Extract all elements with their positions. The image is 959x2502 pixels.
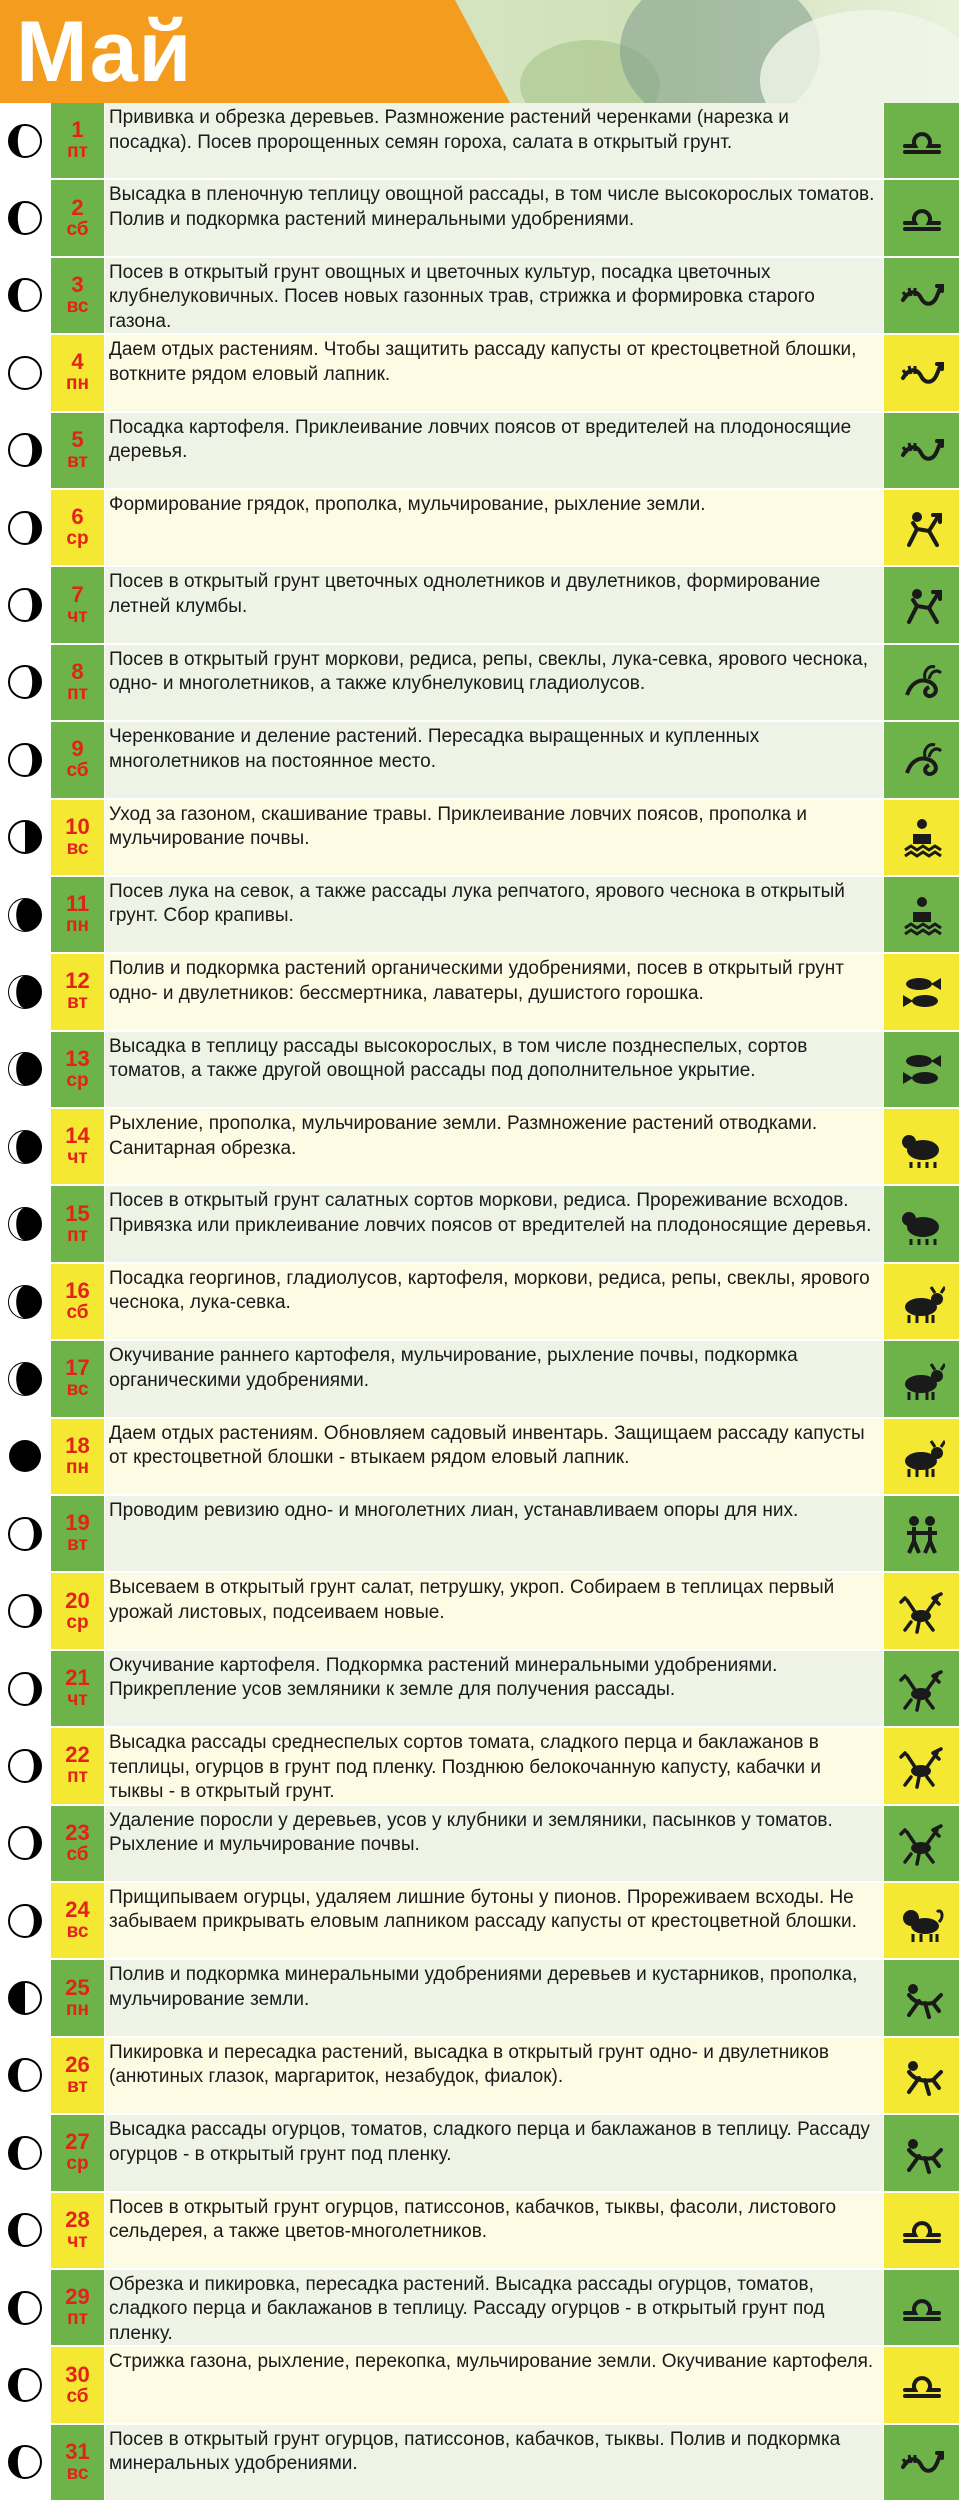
moon-phase-icon <box>0 1806 50 1881</box>
leo-icon <box>884 1883 959 1958</box>
date-cell <box>51 1883 104 1958</box>
moon-phase-icon <box>0 1883 50 1958</box>
moon-phase-icon <box>0 180 50 255</box>
day-number: 25 <box>65 1974 90 2000</box>
calendar-row <box>0 1341 959 1418</box>
day-number: 1 <box>71 117 84 143</box>
weekday: вс <box>66 1379 89 1401</box>
taurus-icon <box>884 1419 959 1494</box>
calendar-row <box>0 1960 959 2037</box>
pisces-icon <box>884 1032 959 1107</box>
libra-icon <box>884 2193 959 2268</box>
task-text: Удаление поросли у деревьев, усов у клубники и земляники, пасынков у томатов. Рыхление и мульчирование почвы. <box>105 1806 883 1881</box>
date-cell <box>51 800 104 875</box>
aries-icon <box>884 1186 959 1261</box>
day-number: 26 <box>65 2051 90 2077</box>
date-cell <box>51 1806 104 1881</box>
weekday: пт <box>67 141 88 163</box>
date-cell <box>51 2347 104 2422</box>
weekday: вт <box>67 1534 88 1556</box>
task-text: Даем отдых растениям. Обновляем садовый инвентарь. Защищаем рассаду капусты от крестоцветной блошки - втыкаем рядом еловый лапник. <box>105 1419 883 1494</box>
calendar-row <box>0 1496 959 1573</box>
date-cell <box>51 335 104 410</box>
day-number: 16 <box>65 1278 90 1304</box>
day-number: 15 <box>65 1200 90 1226</box>
moon-phase-icon <box>0 2115 50 2190</box>
day-number: 19 <box>65 1510 90 1536</box>
day-number: 18 <box>65 1432 90 1458</box>
task-text: Посев в открытый грунт моркови, редиса, репы, свеклы, лука-севка, ярового чеснока, одно- и многолетников, а также клубнелуковиц гладиолусов. <box>105 645 883 720</box>
calendar-row <box>0 1883 959 1960</box>
libra-icon <box>884 2347 959 2422</box>
header-banner <box>0 0 959 103</box>
calendar-row <box>0 1264 959 1341</box>
day-number: 12 <box>65 968 90 994</box>
day-number: 27 <box>65 2129 90 2155</box>
moon-phase-icon <box>0 567 50 642</box>
weekday: вс <box>66 837 89 859</box>
date-cell <box>51 1496 104 1571</box>
date-cell <box>51 954 104 1029</box>
moon-phase-icon <box>0 1651 50 1726</box>
date-cell <box>51 2425 104 2500</box>
moon-phase-icon <box>0 2038 50 2113</box>
weekday: пн <box>66 915 89 937</box>
date-cell <box>51 645 104 720</box>
day-number: 10 <box>65 813 90 839</box>
weekday: чт <box>67 1147 88 1169</box>
aquarius-icon <box>884 800 959 875</box>
calendar-list <box>0 103 959 2502</box>
day-number: 11 <box>65 891 90 917</box>
moon-phase-icon <box>0 1032 50 1107</box>
date-cell <box>51 180 104 255</box>
day-number: 20 <box>65 1587 90 1613</box>
moon-phase-icon <box>0 1573 50 1648</box>
taurus-icon <box>884 1341 959 1416</box>
date-cell <box>51 877 104 952</box>
calendar-row <box>0 2115 959 2192</box>
aquarius-icon <box>884 877 959 952</box>
date-cell <box>51 2038 104 2113</box>
cancer-icon <box>884 1728 959 1803</box>
task-text: Полив и подкормка минеральными удобрениями деревьев и кустарников, прополка, мульчирование земли. <box>105 1960 883 2035</box>
virgo-icon <box>884 2115 959 2190</box>
calendar-row <box>0 103 959 180</box>
weekday: сб <box>66 1843 89 1865</box>
weekday: пт <box>67 1766 88 1788</box>
libra-icon <box>884 2270 959 2345</box>
weekday: вт <box>67 450 88 472</box>
aries-icon <box>884 1109 959 1184</box>
weekday: вс <box>66 1921 89 1943</box>
task-text: Посев в открытый грунт огурцов, патиссонов, кабачков, тыквы. Полив и подкормка минеральных удобрениями. <box>105 2425 883 2500</box>
calendar-row <box>0 722 959 799</box>
weekday: вт <box>67 2075 88 2097</box>
calendar-row <box>0 567 959 644</box>
weekday: ср <box>66 1611 89 1633</box>
moon-phase-icon <box>0 1496 50 1571</box>
task-text: Посев лука на севок, а также рассады лука репчатого, ярового чеснока в открытый грунт. Сбор крапивы. <box>105 877 883 952</box>
moon-phase-icon <box>0 103 50 178</box>
date-cell <box>51 567 104 642</box>
weekday: вс <box>66 2462 89 2484</box>
day-number: 22 <box>65 1742 90 1768</box>
date-cell <box>51 1109 104 1184</box>
date-cell <box>51 103 104 178</box>
day-number: 17 <box>65 1355 90 1381</box>
task-text: Высадка рассады среднеспелых сортов томата, сладкого перца и баклажанов в теплицы, огурцов в грунт под пленку. Позднюю белокочанную капусту, кабачки и тыквы - в открытый грунт. <box>105 1728 883 1803</box>
moon-phase-icon <box>0 1186 50 1261</box>
date-cell <box>51 1651 104 1726</box>
calendar-row <box>0 180 959 257</box>
moon-phase-icon <box>0 335 50 410</box>
libra-icon <box>884 103 959 178</box>
weekday: пт <box>67 682 88 704</box>
weekday: вс <box>66 295 89 317</box>
cancer-icon <box>884 1573 959 1648</box>
gemini-icon <box>884 1496 959 1571</box>
task-text: Даем отдых растениям. Чтобы защитить рассаду капусты от крестоцветной блошки, воткните рядом еловый лапник. <box>105 335 883 410</box>
moon-phase-icon <box>0 490 50 565</box>
virgo-icon <box>884 2038 959 2113</box>
scorpio-icon <box>884 258 959 333</box>
task-text: Посев в открытый грунт цветочных однолетников и двулетников, формирование летней клумбы. <box>105 567 883 642</box>
day-number: 28 <box>65 2206 90 2232</box>
task-text: Проводим ревизию одно- и многолетних лиан, устанавливаем опоры для них. <box>105 1496 883 1571</box>
page-title: Май <box>16 4 193 100</box>
task-text: Прививка и обрезка деревьев. Размножение растений черенками (нарезка и посадка). Посев пророщенных семян гороха, салата в открытый грунт. <box>105 103 883 178</box>
calendar-row <box>0 2193 959 2270</box>
weekday: сб <box>66 760 89 782</box>
task-text: Пикировка и пересадка растений, высадка в открытый грунт одно- и двулетников (анютиных глазок, маргариток, незабудок, фиалок). <box>105 2038 883 2113</box>
moon-phase-icon <box>0 877 50 952</box>
task-text: Уход за газоном, скашивание травы. Приклеивание ловчих поясов, прополка и мульчирование почвы. <box>105 800 883 875</box>
date-cell <box>51 1264 104 1339</box>
calendar-row <box>0 954 959 1031</box>
calendar-row <box>0 413 959 490</box>
moon-phase-icon <box>0 1264 50 1339</box>
moon-phase-icon <box>0 722 50 797</box>
moon-phase-icon <box>0 2347 50 2422</box>
task-text: Высадка в пленочную теплицу овощной рассады, в том числе высокорослых томатов. Полив и подкормка растений минеральными удобрениями. <box>105 180 883 255</box>
scorpio-icon <box>884 413 959 488</box>
task-text: Посадка картофеля. Приклеивание ловчих поясов от вредителей на плодоносящие деревья. <box>105 413 883 488</box>
date-cell <box>51 1186 104 1261</box>
task-text: Высеваем в открытый грунт салат, петрушку, укроп. Собираем в теплицах первый урожай листовых, подсеиваем новые. <box>105 1573 883 1648</box>
moon-phase-icon <box>0 800 50 875</box>
calendar-row <box>0 877 959 954</box>
weekday: ср <box>66 1069 89 1091</box>
calendar-row <box>0 2038 959 2115</box>
capricorn-icon <box>884 645 959 720</box>
weekday: ср <box>66 2153 89 2175</box>
date-cell <box>51 2193 104 2268</box>
moon-phase-icon <box>0 2425 50 2500</box>
calendar-row <box>0 1806 959 1883</box>
moon-phase-icon <box>0 954 50 1029</box>
day-number: 31 <box>65 2438 90 2464</box>
weekday: сб <box>66 2385 89 2407</box>
sagittarius-icon <box>884 567 959 642</box>
date-cell <box>51 1728 104 1803</box>
calendar-row <box>0 1186 959 1263</box>
date-cell <box>51 1032 104 1107</box>
day-number: 14 <box>65 1123 90 1149</box>
task-text: Обрезка и пикировка, пересадка растений. Высадка рассады огурцов, томатов, сладкого перца и баклажанов в теплицу. Рассаду огурцов - в открытый грунт под пленку. <box>105 2270 883 2345</box>
date-cell <box>51 258 104 333</box>
weekday: вт <box>67 992 88 1014</box>
capricorn-icon <box>884 722 959 797</box>
moon-phase-icon <box>0 1109 50 1184</box>
pisces-icon <box>884 954 959 1029</box>
weekday: пн <box>66 1998 89 2020</box>
task-text: Посев в открытый грунт овощных и цветочных культур, посадка цветочных клубнелуковичных. Посев новых газонных трав, стрижка и формировка старого газона. <box>105 258 883 333</box>
day-number: 5 <box>71 426 84 452</box>
calendar-row <box>0 800 959 877</box>
calendar-row <box>0 645 959 722</box>
task-text: Стрижка газона, рыхление, перекопка, мульчирование земли. Окучивание картофеля. <box>105 2347 883 2422</box>
date-cell <box>51 2270 104 2345</box>
moon-phase-icon <box>0 645 50 720</box>
moon-phase-icon <box>0 1960 50 2035</box>
calendar-row <box>0 2347 959 2424</box>
calendar-row <box>0 1651 959 1728</box>
task-text: Окучивание картофеля. Подкормка растений минеральными удобрениями. Прикрепление усов земляники к земле для получения рассады. <box>105 1651 883 1726</box>
cancer-icon <box>884 1806 959 1881</box>
day-number: 7 <box>71 581 84 607</box>
taurus-icon <box>884 1264 959 1339</box>
weekday: пн <box>66 1456 89 1478</box>
date-cell <box>51 1960 104 2035</box>
weekday: сб <box>66 218 89 240</box>
weekday: ср <box>66 528 89 550</box>
task-text: Прищипываем огурцы, удаляем лишние бутоны у пионов. Прореживаем всходы. Не забываем прикрывать еловым лапником рассаду капусты от крестоцветной блошки. <box>105 1883 883 1958</box>
task-text: Высадка рассады огурцов, томатов, сладкого перца и баклажанов в теплицу. Рассаду огурцов - в открытый грунт под пленку. <box>105 2115 883 2190</box>
task-text: Полив и подкормка растений органическими удобрениями, посев в открытый грунт одно- и двулетников: бессмертника, лаватеры, душистого горошка. <box>105 954 883 1029</box>
moon-phase-icon <box>0 413 50 488</box>
day-number: 4 <box>71 349 84 375</box>
task-text: Формирование грядок, прополка, мульчирование, рыхление земли. <box>105 490 883 565</box>
calendar-row <box>0 258 959 335</box>
moon-phase-icon <box>0 2270 50 2345</box>
date-cell <box>51 2115 104 2190</box>
day-number: 23 <box>65 1819 90 1845</box>
task-text: Посадка георгинов, гладиолусов, картофеля, моркови, редиса, репы, свеклы, ярового чеснока, лука-севка. <box>105 1264 883 1339</box>
date-cell <box>51 490 104 565</box>
task-text: Черенкование и деление растений. Пересадка выращенных и купленных многолетников на постоянное место. <box>105 722 883 797</box>
task-text: Посев в открытый грунт салатных сортов моркови, редиса. Прореживание всходов. Привязка или приклеивание ловчих поясов от вредителей на плодоносящие деревья. <box>105 1186 883 1261</box>
day-number: 21 <box>65 1665 90 1690</box>
date-cell <box>51 722 104 797</box>
day-number: 9 <box>71 736 84 762</box>
calendar-row <box>0 1728 959 1805</box>
date-cell <box>51 1573 104 1648</box>
weekday: чт <box>67 605 88 627</box>
moon-phase-icon <box>0 2193 50 2268</box>
calendar-row <box>0 2425 959 2502</box>
day-number: 29 <box>65 2284 90 2310</box>
moon-phase-icon <box>0 258 50 333</box>
calendar-row <box>0 2270 959 2347</box>
weekday: чт <box>67 1689 88 1710</box>
sagittarius-icon <box>884 490 959 565</box>
calendar-row <box>0 490 959 567</box>
moon-phase-icon <box>0 1728 50 1803</box>
moon-phase-icon <box>0 1419 50 1494</box>
calendar-row <box>0 1032 959 1109</box>
weekday: пт <box>67 2308 88 2330</box>
date-cell <box>51 1341 104 1416</box>
task-text: Посев в открытый грунт огурцов, патиссонов, кабачков, тыквы, фасоли, листового сельдерея, а также цветов-многолетников. <box>105 2193 883 2268</box>
moon-phase-icon <box>0 1341 50 1416</box>
calendar-row <box>0 1419 959 1496</box>
task-text: Высадка в теплицу рассады высокорослых, в том числе позднеспелых, сортов томатов, а также другой овощной рассады под дополнительное укрытие. <box>105 1032 883 1107</box>
weekday: сб <box>66 1302 89 1324</box>
day-number: 6 <box>71 504 84 530</box>
libra-icon <box>884 180 959 255</box>
date-cell <box>51 413 104 488</box>
weekday: пт <box>67 1224 88 1246</box>
calendar-row <box>0 1109 959 1186</box>
scorpio-icon <box>884 2425 959 2500</box>
virgo-icon <box>884 1960 959 2035</box>
day-number: 13 <box>65 1045 90 1071</box>
day-number: 3 <box>71 271 84 297</box>
cancer-icon <box>884 1651 959 1726</box>
weekday: пн <box>66 373 89 395</box>
calendar-row <box>0 1573 959 1650</box>
weekday: чт <box>67 2230 88 2252</box>
calendar-row <box>0 335 959 412</box>
day-number: 30 <box>65 2361 90 2387</box>
date-cell <box>51 1419 104 1494</box>
task-text: Рыхление, прополка, мульчирование земли. Размножение растений отводками. Санитарная обрезка. <box>105 1109 883 1184</box>
task-text: Окучивание раннего картофеля, мульчирование, рыхление почвы, подкормка органическими удобрениями. <box>105 1341 883 1416</box>
scorpio-icon <box>884 335 959 410</box>
day-number: 8 <box>71 658 84 684</box>
day-number: 24 <box>65 1897 90 1923</box>
day-number: 2 <box>71 194 84 220</box>
